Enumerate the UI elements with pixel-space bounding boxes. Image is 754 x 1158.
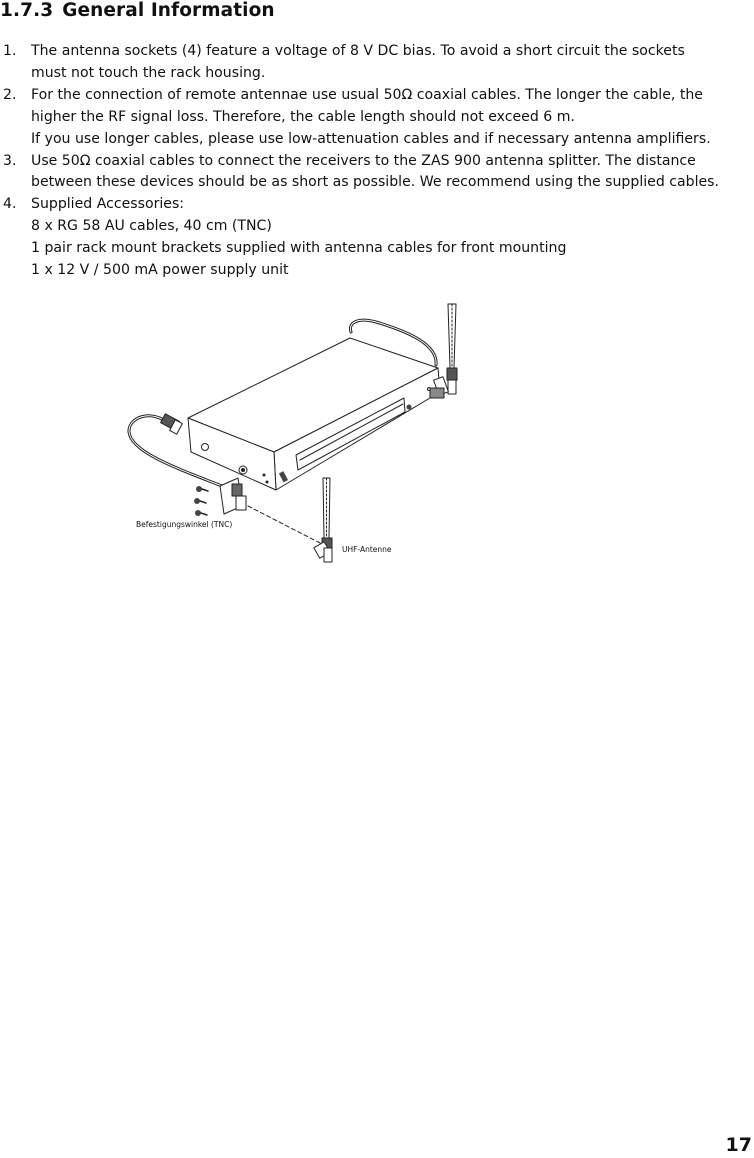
section-title: General Information: [62, 0, 275, 21]
list-item-line: 8 x RG 58 AU cables, 40 cm (TNC): [31, 218, 272, 235]
list-item-number: 1.: [3, 43, 17, 59]
assembly-guide-line: [248, 506, 322, 544]
list-item-line: between these devices should be as short as possible. We recommend using the supplied cables.: [31, 174, 719, 191]
page-number: 17: [725, 1134, 752, 1156]
screw: [194, 498, 200, 504]
antenna-label: UHF-Antenne: [342, 545, 392, 554]
rack-mount-illustration: [118, 292, 458, 574]
list-item: [0, 151, 754, 195]
list-item-line: 1 pair rack mount brackets supplied with antenna cables for front mounting: [31, 240, 567, 257]
list-item-number: 2.: [3, 86, 17, 103]
list-item-line: If you use longer cables, please use low-attenuation cables and if necessary antenna amplifiers.: [31, 130, 711, 147]
list-item-line: must not touch the rack housing.: [31, 64, 266, 81]
list-item-line: higher the RF signal loss. Therefore, the cable length should not exceed 6 m.: [31, 108, 575, 125]
list-item-number: 3.: [3, 152, 17, 169]
list-item: [0, 41, 754, 85]
screw: [195, 510, 201, 516]
list-item-line: Supplied Accessories:: [31, 196, 185, 213]
general-info-list: [0, 41, 754, 282]
list-item-line: Use 50Ω coaxial cables to connect the receivers to the ZAS 900 antenna splitter. The distance: [31, 152, 696, 169]
section-heading: [0, 0, 275, 21]
screw: [196, 486, 202, 492]
rack-mount-figure: [118, 292, 458, 574]
list-item: [0, 194, 754, 282]
list-item-line: 1 x 12 V / 500 mA power supply unit: [31, 262, 289, 279]
section-number: 1.7.3: [0, 0, 54, 21]
bracket-label: Befestigungswinkel (TNC): [136, 520, 233, 529]
list-item-line: The antenna sockets (4) feature a voltage of 8 V DC bias. To avoid a short circuit the sockets: [31, 43, 685, 59]
list-item-line: For the connection of remote antennae use usual 50Ω coaxial cables. The longer the cable, the: [31, 86, 703, 103]
list-item: [0, 85, 754, 151]
list-item-number: 4.: [3, 196, 17, 213]
